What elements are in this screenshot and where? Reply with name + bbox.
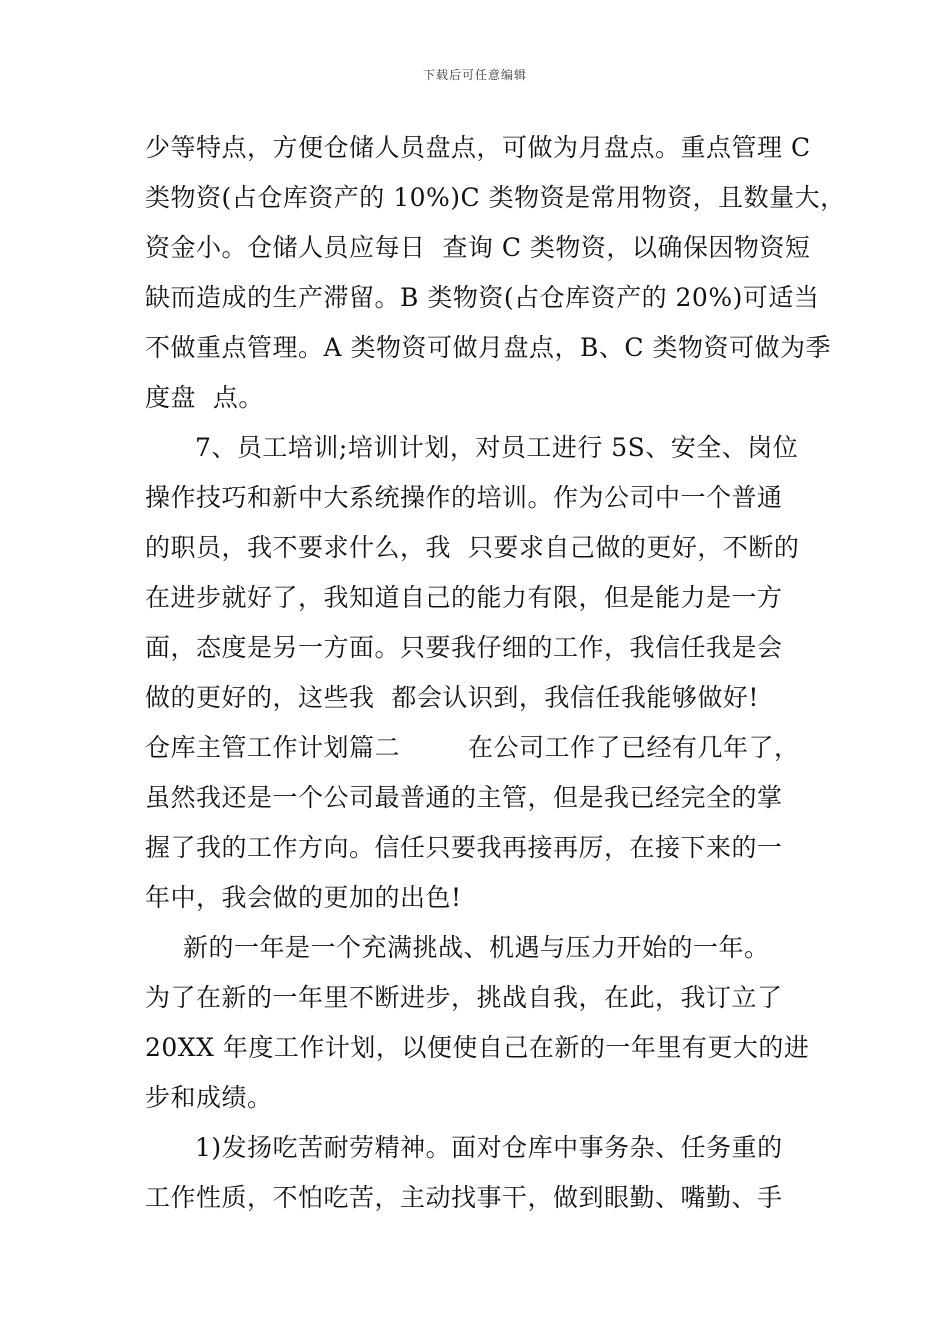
- text-line: 7、员工培训;培训计划，对员工进行 5S、安全、岗位: [195, 433, 799, 462]
- text-line: 新的一年是一个充满挑战、机遇与压力开始的一年。: [183, 933, 770, 962]
- text-line: 操作技巧和新中大系统操作的培训。作为公司中一个普通: [145, 483, 783, 512]
- text-line: 面，态度是另一方面。只要我仔细的工作，我信任我是会: [145, 633, 783, 662]
- text-line: 在公司工作了已经有几年了，: [468, 733, 800, 762]
- text-line: 在进步就好了，我知道自己的能力有限，但是能力是一方: [145, 583, 783, 612]
- page-header-note: 下载后可任意编辑: [422, 68, 527, 82]
- text-line: 工作性质，不怕吃苦，主动找事干，做到眼勤、嘴勤、手: [145, 1183, 783, 1212]
- text-line: 虽然我还是一个公司最普通的主管，但是我已经完全的掌: [145, 783, 783, 812]
- text-line: 资金小。仓储人员应每日 查询 C 类物资，以确保因物资短: [145, 233, 811, 262]
- text-line: 做的更好的，这些我 都会认识到，我信任我能够做好!: [145, 683, 759, 712]
- section-title: 仓库主管工作计划篇二: [145, 733, 401, 762]
- text-line: 握了我的工作方向。信任只要我再接再厉，在接下来的一: [145, 833, 783, 862]
- document-body: [145, 128, 846, 1228]
- text-line: 缺而造成的生产滞留。B 类物资(占仓库资产的 20%)可适当: [145, 283, 820, 312]
- section-line: [145, 728, 815, 778]
- text-line: 类物资(占仓库资产的 10%)C 类物资是常用物资，且数量大，: [145, 183, 846, 212]
- text-line: 不做重点管理。A 类物资可做月盘点，B、C 类物资可做为季: [145, 333, 831, 362]
- text-line: 为了在新的一年里不断进步，挑战自我，在此，我订立了: [145, 983, 783, 1012]
- text-line: 的职员，我不要求什么，我 只要求自己做的更好，不断的: [145, 533, 800, 562]
- text-line: 1)发扬吃苦耐劳精神。面对仓库中事务杂、任务重的: [195, 1133, 783, 1162]
- text-line: 少等特点，方便仓储人员盘点，可做为月盘点。重点管理 C: [145, 133, 811, 162]
- text-line: 度盘 点。: [145, 383, 264, 412]
- text-line: 年中，我会做的更加的出色!: [145, 883, 462, 912]
- text-line: 20XX 年度工作计划，以便使自己在新的一年里有更大的进: [145, 1033, 810, 1062]
- text-line: 步和成绩。: [145, 1083, 273, 1112]
